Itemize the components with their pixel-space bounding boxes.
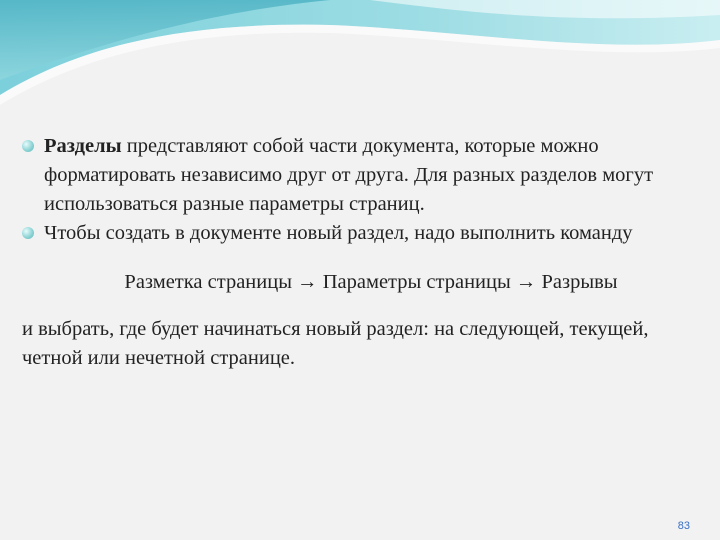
menu-path: Разметка страницы → Параметры страницы → Разрывы xyxy=(124,271,618,293)
page-number: 83 xyxy=(677,520,690,532)
slide-content xyxy=(22,132,690,373)
bullet-text xyxy=(44,132,690,219)
bullet-body: Чтобы создать в документе новый раздел, надо выполнить команду xyxy=(44,222,633,244)
bullet-body: представляют собой части документа, которые можно форматировать независимо друг от друга. Для разных разделов могут использоваться разные параметры страниц. xyxy=(44,135,654,215)
bullet-item xyxy=(22,219,690,248)
after-text: и выбрать, где будет начинаться новый раздел: на следующей, текущей, четной или нечетной странице. xyxy=(22,318,649,369)
bullet-item xyxy=(22,132,690,219)
bullet-text xyxy=(44,219,690,248)
bullet-icon xyxy=(22,219,44,239)
bullet-icon xyxy=(22,132,44,152)
header-wave-decoration xyxy=(0,0,720,130)
bullet-bold-lead: Разделы xyxy=(44,135,122,157)
